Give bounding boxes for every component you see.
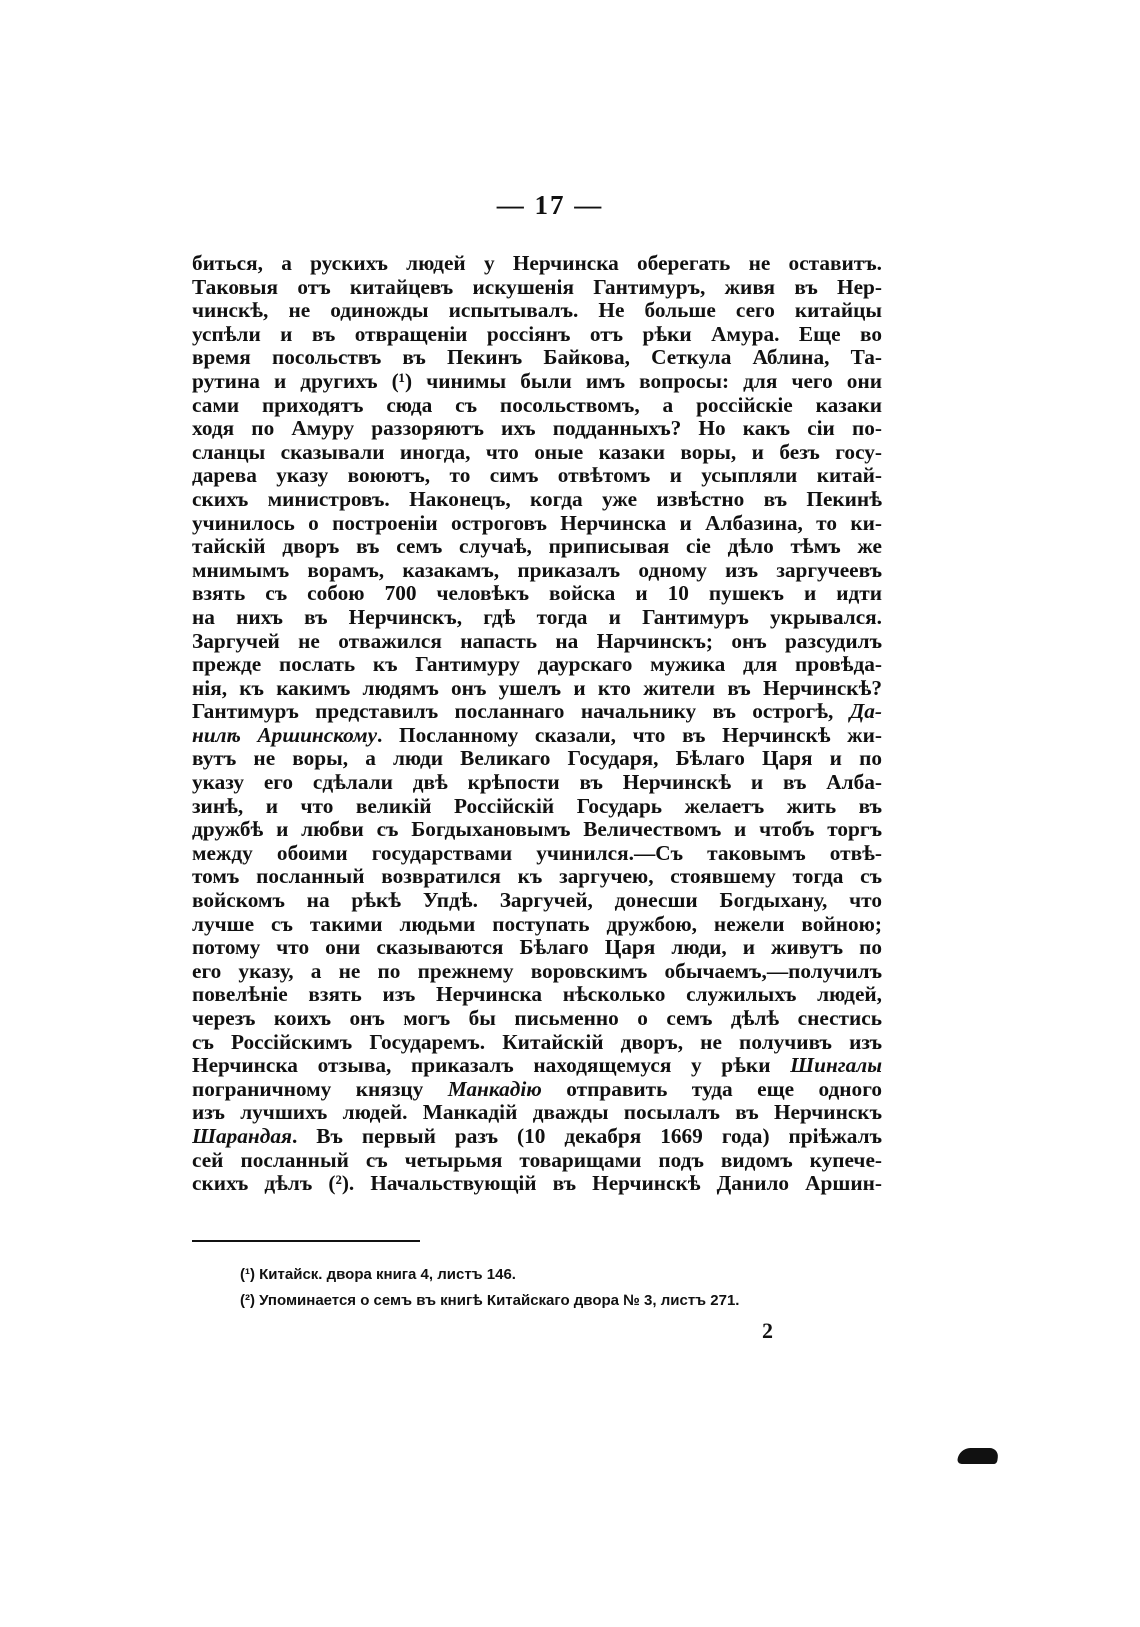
text-line bbox=[192, 1078, 882, 1102]
line-text: вутъ не воры, а люди Великаго Государя, Бѣлаго Царя и по bbox=[192, 747, 882, 771]
line-text: . Посланному сказали, что въ Нерчинскѣ жи- bbox=[377, 723, 882, 747]
line-text: взять съ собою 700 человѣкъ войска и 10 пушекъ и идти bbox=[192, 582, 882, 606]
line-text: изъ лучшихъ людей. Манкадій дважды посылалъ въ Нерчинскъ bbox=[192, 1101, 882, 1125]
text-line bbox=[192, 394, 882, 418]
line-text: скихъ министровъ. Наконецъ, когда уже извѣстно въ Пекинѣ bbox=[192, 487, 882, 511]
line-text: Нерчинска отзыва, приказалъ находящемуся у рѣки bbox=[192, 1054, 791, 1078]
footnotes bbox=[240, 1262, 860, 1314]
text-line bbox=[192, 724, 882, 748]
text-line bbox=[192, 960, 882, 984]
line-text: потому что они сказываются Бѣлаго Царя люди, и живутъ по bbox=[192, 936, 882, 960]
line-text: ходя по Амуру раззоряютъ ихъ подданныхъ? Но какъ сіи по- bbox=[192, 417, 882, 441]
line-text: отправить туда еще одного bbox=[541, 1077, 882, 1101]
text-line bbox=[192, 1007, 882, 1031]
text-line bbox=[192, 535, 882, 559]
line-text: скихъ дѣлъ (²). Начальствующій въ Нерчинскѣ Данило Аршин- bbox=[192, 1172, 882, 1196]
line-text: войскомъ на рѣкѣ Упдѣ. Заргучей, донесши Богдыхану, что bbox=[192, 889, 882, 913]
line-text: томъ посланный возвратился къ заргучею, стоявшему тогда съ bbox=[192, 865, 882, 889]
text-line bbox=[192, 936, 882, 960]
line-text: чинскѣ, не одиножды испытывалъ. Не больше сего китайцы bbox=[192, 299, 882, 323]
line-text: дарева указу воюютъ, то симъ отвѣтомъ и усыпляли китай- bbox=[192, 464, 882, 488]
text-line bbox=[192, 512, 882, 536]
text-line bbox=[192, 771, 882, 795]
italic-text: нилѣ Аршинскому bbox=[192, 723, 378, 747]
line-text: учинилось о построеніи остроговъ Нерчинска и Албазина, то ки- bbox=[192, 511, 882, 535]
text-line bbox=[192, 559, 882, 583]
line-text: его указу, а не по прежнему воровскимъ обычаемъ,—получилъ bbox=[192, 959, 882, 983]
body-text bbox=[192, 252, 882, 1196]
text-line bbox=[192, 983, 882, 1007]
text-line bbox=[192, 606, 882, 630]
text-line bbox=[192, 299, 882, 323]
line-text: пограничному князцу bbox=[192, 1077, 448, 1101]
line-text: повелѣніе взять изъ Нерчинска нѣсколько служилыхъ людей, bbox=[192, 983, 882, 1007]
line-text: Заргучей не отважился напасть на Нарчинскъ; онъ разсудилъ bbox=[192, 629, 882, 653]
text-line bbox=[192, 464, 882, 488]
text-line bbox=[192, 1125, 882, 1149]
text-line bbox=[192, 1149, 882, 1173]
text-line bbox=[192, 441, 882, 465]
text-line bbox=[192, 1054, 882, 1078]
line-text: сей посланный съ четырьмя товарищами подъ видомъ купече- bbox=[192, 1148, 882, 1172]
line-text: мнимымъ ворамъ, казакамъ, приказалъ одному изъ заргучеевъ bbox=[192, 558, 882, 582]
line-text: биться, а рускихъ людей у Нерчинска оберегать не оставитъ. bbox=[192, 252, 882, 275]
line-text: сланцы сказывали иногда, что оные казаки воры, и безъ госу- bbox=[192, 440, 882, 464]
line-text: дружбѣ и любви съ Богдыхановымъ Величествомъ и чтобъ торгъ bbox=[192, 818, 882, 842]
text-line bbox=[192, 252, 882, 276]
text-line bbox=[192, 488, 882, 512]
ink-blot bbox=[957, 1448, 999, 1464]
line-text: Гантимуръ представилъ посланнаго начальнику въ острогѣ, bbox=[192, 700, 850, 724]
footnote-divider bbox=[192, 1240, 420, 1242]
line-text: успѣли и въ отвращеніи россіянъ отъ рѣки Амура. Еще во bbox=[192, 322, 882, 346]
footnote-1: (¹) Китайск. двора книга 4, листъ 146. bbox=[240, 1266, 516, 1283]
text-line bbox=[192, 582, 882, 606]
text-line bbox=[192, 700, 882, 724]
text-line bbox=[192, 653, 882, 677]
line-text: прежде послать къ Гантимуру даурскаго мужика для провѣда- bbox=[192, 653, 882, 677]
line-text: лучше съ такими людьми поступать дружбою, нежели войною; bbox=[192, 912, 882, 936]
text-line bbox=[192, 323, 882, 347]
line-text: зинѣ, и что великій Россійскій Государь желаетъ жить въ bbox=[192, 794, 882, 818]
line-text: Таковыя отъ китайцевъ искушенія Гантимуръ, живя въ Нер- bbox=[192, 275, 882, 299]
text-line bbox=[192, 276, 882, 300]
italic-text: Манкадію bbox=[447, 1077, 542, 1101]
line-text: тайскій дворъ въ семъ случаѣ, приписывая сіе дѣло тѣмъ же bbox=[192, 535, 882, 559]
italic-text: Шингалы bbox=[790, 1054, 882, 1078]
text-line bbox=[192, 346, 882, 370]
text-line bbox=[192, 1101, 882, 1125]
italic-text: Да- bbox=[849, 700, 882, 724]
text-line bbox=[192, 747, 882, 771]
line-text: на нихъ въ Нерчинскъ, гдѣ тогда и Гантимуръ укрывался. bbox=[192, 605, 882, 629]
line-text: нія, къ какимъ людямъ онъ ушелъ и кто жители въ Нерчинскѣ? bbox=[192, 676, 882, 700]
text-line bbox=[192, 865, 882, 889]
line-text: . Въ первый разъ (10 декабря 1669 года) пріѣжалъ bbox=[291, 1124, 882, 1148]
text-line bbox=[192, 889, 882, 913]
text-line bbox=[192, 677, 882, 701]
text-line bbox=[192, 1031, 882, 1055]
signature-mark: 2 bbox=[762, 1318, 773, 1343]
text-line bbox=[192, 370, 882, 394]
line-text: между обоими государствами учинился.—Съ таковымъ отвѣ- bbox=[192, 841, 882, 865]
text-line bbox=[192, 630, 882, 654]
text-line bbox=[192, 842, 882, 866]
footnote-2: (²) Упоминается о семъ въ книгѣ Китайскаго двора № 3, листъ 271. bbox=[240, 1292, 740, 1309]
italic-text: Шарандая bbox=[192, 1124, 292, 1148]
text-line bbox=[192, 417, 882, 441]
line-text: съ Россійскимъ Государемъ. Китайскій дворъ, не получивъ изъ bbox=[192, 1030, 882, 1054]
text-line bbox=[192, 913, 882, 937]
text-line bbox=[192, 818, 882, 842]
line-text: сами приходятъ сюда съ посольствомъ, а россійскіе казаки bbox=[192, 393, 882, 417]
line-text: черезъ коихъ онъ могъ бы письменно о семъ дѣлѣ снестись bbox=[192, 1007, 882, 1030]
line-text: время посольствъ въ Пекинъ Байкова, Сеткула Аблина, Та- bbox=[192, 346, 882, 370]
line-text: указу его сдѣлали двѣ крѣпости въ Нерчинскѣ и въ Алба- bbox=[192, 771, 882, 795]
line-text: рутина и другихъ (¹) чинимы были имъ вопросы: для чего они bbox=[192, 369, 882, 393]
text-line bbox=[192, 1172, 882, 1196]
text-line bbox=[192, 795, 882, 819]
page-number: — 17 — bbox=[496, 190, 604, 220]
